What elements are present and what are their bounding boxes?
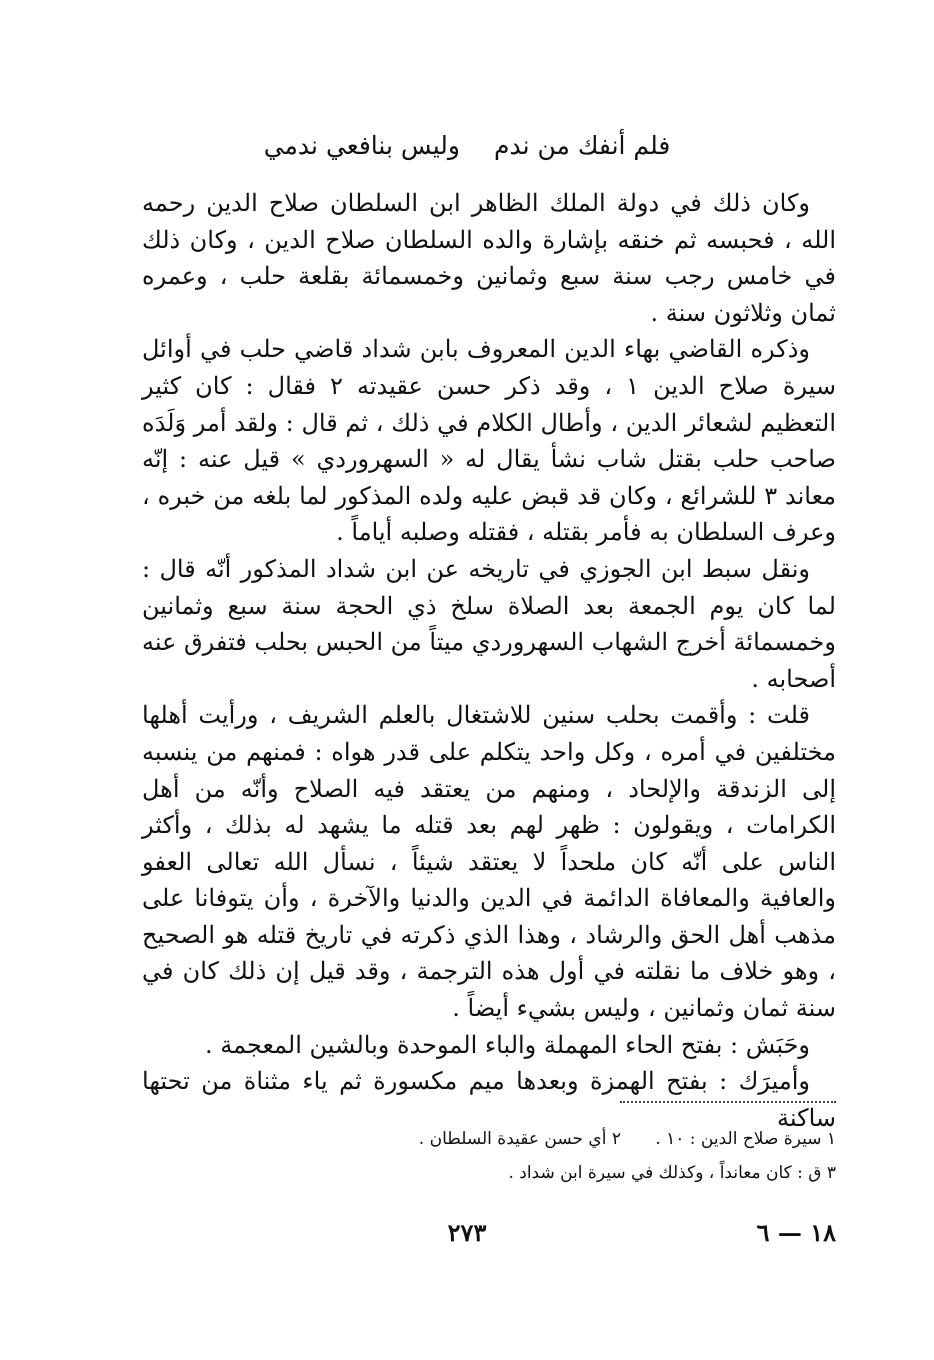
footnote-separator bbox=[620, 1101, 836, 1103]
body-text bbox=[142, 185, 836, 1136]
paragraph: وذكره القاضي بهاء الدين المعروف بابن شداد قاضي حلب في أوائل سيرة صلاح الدين ١ ، وقد ذكر حسن عقيدته ٢ فقال : كان كثير التعظيم لشعائر الدين ، وأطال الكلام في ذلك ، ثم قال : ولقد أمر وَلَدَه صاحب حلب بقتل شاب نشأ يقال له « السهروردي » قيل عنه : إنّه معاند ٣ للشرائع ، وكان قد قبض عليه ولده المذكور لما بلغه من خبره ، وعرف السلطان به فأمر بقتله ، فقتله وصلبه أياماً . bbox=[142, 335, 837, 547]
printer-signature: ١٨ — ٦ bbox=[756, 1218, 836, 1247]
paragraph: ونقل سبط ابن الجوزي في تاريخه عن ابن شداد المذكور أنّه قال : لما كان يوم الجمعة بعد الصلاة سلخ ذي الحجة سنة سبع وثمانين وخمسمائة أخرج الشهاب السهروردي ميتاً من الحبس بحلب فتفرق عنه أصحابه . bbox=[142, 554, 836, 693]
footnote-line bbox=[142, 1126, 836, 1152]
footnote-1: ١ سيرة صلاح الدين : ١٠ . bbox=[655, 1129, 836, 1149]
poetry-verse bbox=[130, 124, 804, 168]
footnote-3: ٣ ق : كان معانداً ، وكذلك في سيرة ابن شداد . bbox=[508, 1163, 836, 1183]
paragraph: وكان ذلك في دولة الملك الظاهر ابن السلطان صلاح الدين رحمه الله ، فحبسه ثم خنقه بإشارة والده السلطان صلاح الدين ، وكان ذلك في خامس رجب سنة سبع وثمانين وخمسمائة بقلعة حلب ، وعمره ثمان وثلاثون سنة . bbox=[142, 189, 836, 327]
verse-second-hemistich: وليس بنافعي ندمي bbox=[263, 131, 460, 160]
footnote-line bbox=[142, 1160, 836, 1186]
footnote-2: ٢ أي حسن عقيدة السلطان . bbox=[418, 1129, 621, 1149]
paragraph: قلت : وأقمت بحلب سنين للاشتغال بالعلم الشريف ، ورأيت أهلها مختلفين في أمره ، وكل واحد يتكلم على قدر هواه : فمنهم من ينسبه إلى الزندقة والإلحاد ، ومنهم من يعتقد فيه الصلاح وأنّه من أهل الكرامات ، ويقولون : ظهر لهم بعد قتله ما يشهد له بذلك ، وأكثر الناس على أنّه كان ملحداً لا يعتقد شيئاً ، نسأل الله تعالى العفو والعافية والمعافاة الدائمة في الدين والدنيا والآخرة ، وأن يتوفانا على مذهب أهل الحق والرشاد ، وهذا الذي ذكرته في تاريخ قتله هو الصحيح ، وهو خلاف ما نقلته في أول هذه الترجمة ، وقد قيل إن ذلك كان في سنة ثمان وثمانين ، وليس بشيء أيضاً . bbox=[142, 701, 836, 1023]
paragraph: وأميرَك : بفتح الهمزة وبعدها ميم مكسورة ثم ياء مثناة من تحتها ساكنة bbox=[142, 1067, 836, 1132]
page-number: ٢٧٣ bbox=[447, 1218, 487, 1247]
verse-first-hemistich: فلم أنفك من ندم bbox=[493, 131, 671, 160]
paragraph: وحَبَش : بفتح الحاء المهملة والباء الموحدة وبالشين المعجمة . bbox=[204, 1030, 810, 1059]
